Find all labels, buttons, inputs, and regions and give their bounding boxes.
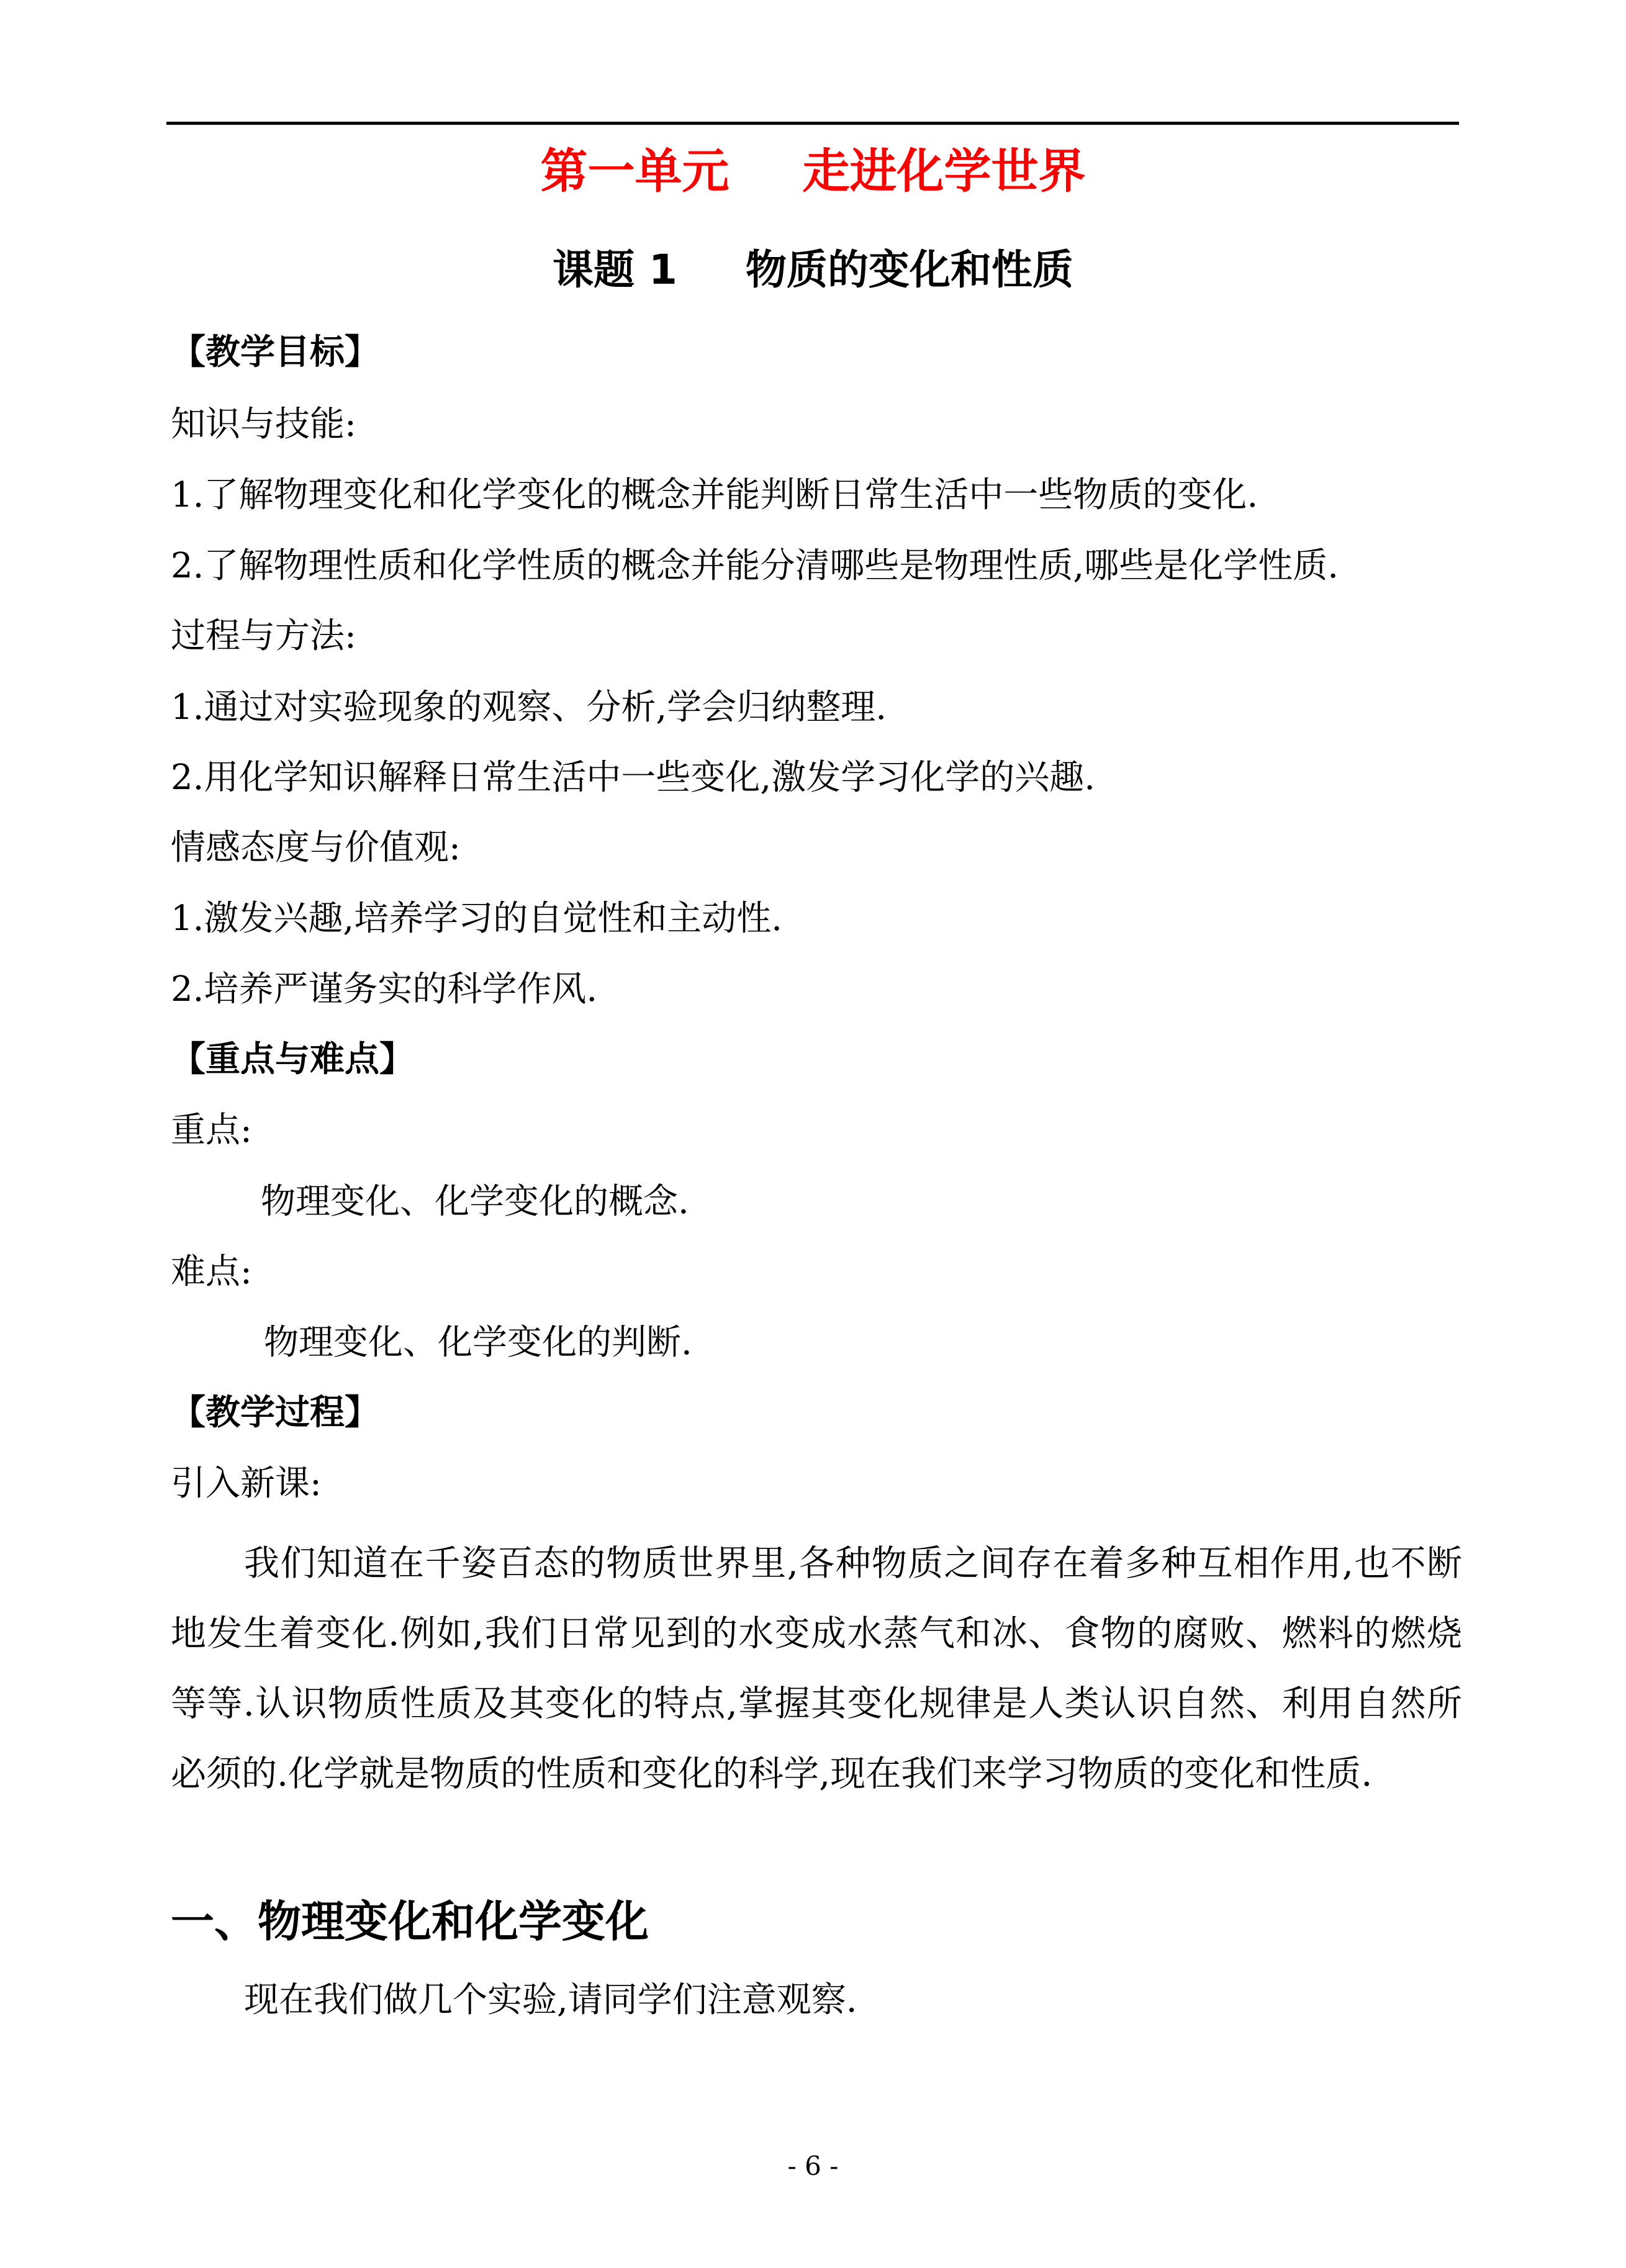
- focus-text: 物理变化、化学变化的概念.: [261, 1181, 689, 1222]
- unit-label: 第一单元: [540, 143, 729, 199]
- knowledge-heading: 知识与技能:: [171, 404, 356, 445]
- lesson-name: 物质的变化和性质: [745, 246, 1073, 294]
- difficulty-text: 物理变化、化学变化的判断.: [264, 1322, 692, 1363]
- chapter-heading: 一、物理变化和化学变化: [171, 1896, 649, 1947]
- knowledge-item-1: 1.了解物理变化和化学变化的概念并能判断日常生活中一些物质的变化.: [171, 475, 1258, 515]
- process-heading: 过程与方法:: [171, 616, 356, 656]
- lesson-title: [0, 246, 1626, 294]
- attitude-heading: 情感态度与价值观:: [171, 828, 461, 868]
- knowledge-item-2: 2.了解物理性质和化学性质的概念并能分清哪些是物理性质,哪些是化学性质.: [171, 546, 1339, 586]
- lesson-label: 课题 1: [553, 246, 677, 294]
- key-points-heading: 【重点与难点】: [171, 1039, 414, 1080]
- unit-name: 走进化学世界: [802, 143, 1086, 199]
- page-number: - 6 -: [787, 2151, 839, 2181]
- unit-title: [0, 143, 1626, 199]
- process-item-2: 2.用化学知识解释日常生活中一些变化,激发学习化学的兴趣.: [171, 757, 1096, 798]
- process-item-1: 1.通过对实验现象的观察、分析,学会归纳整理.: [171, 687, 887, 728]
- difficulty-label: 难点:: [171, 1252, 252, 1292]
- intro-paragraph: 我们知道在千姿百态的物质世界里,各种物质之间存在着多种互相作用,也不断地发生着变化.例如,我们日常见到的水变成水蒸气和冰、食物的腐败、燃料的燃烧等等.认识物质性质及其变化的特点,掌握其变化规律是人类认识自然、利用自然所必须的.化学就是物质的性质和变化的科学,现在我们来学习物质的变化和性质.: [171, 1543, 1462, 1794]
- objectives-heading: 【教学目标】: [171, 332, 379, 373]
- teaching-process-heading: 【教学过程】: [171, 1393, 379, 1433]
- focus-label: 重点:: [171, 1110, 252, 1150]
- experiment-line: 现在我们做几个实验,请同学们注意观察.: [244, 1980, 857, 2020]
- header-rule: [166, 122, 1459, 125]
- intro-label: 引入新课:: [171, 1463, 322, 1504]
- attitude-item-1: 1.激发兴趣,培养学习的自觉性和主动性.: [171, 898, 783, 939]
- attitude-item-2: 2.培养严谨务实的科学作风.: [171, 969, 598, 1010]
